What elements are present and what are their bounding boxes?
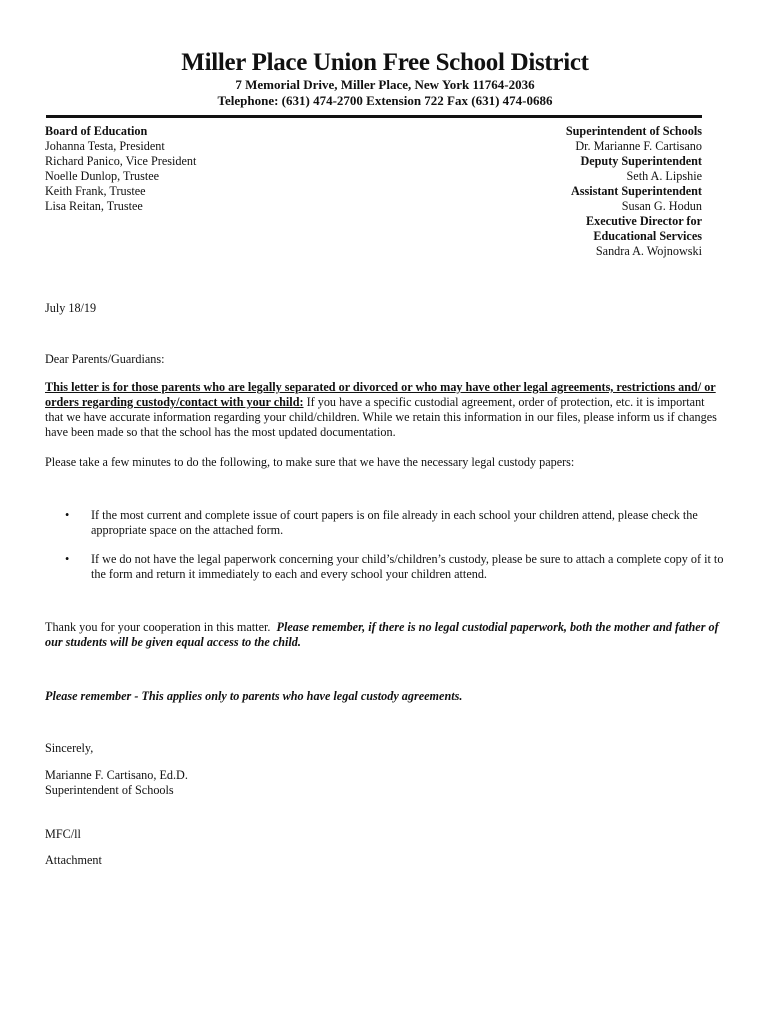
exec-director-title-line1: Executive Director for (586, 214, 702, 228)
intro-paragraph (45, 380, 725, 440)
greeting: Dear Parents/Guardians: (45, 352, 165, 366)
signature-block (45, 768, 188, 798)
board-member: Keith Frank, Trustee (45, 184, 146, 198)
signer-title: Superintendent of Schools (45, 783, 174, 797)
district-name: Miller Place Union Free School District (181, 49, 589, 76)
superintendent-name: Dr. Marianne F. Cartisano (575, 139, 702, 153)
district-address: 7 Memorial Drive, Miller Place, New York 11764-2036 (235, 77, 535, 92)
signer-name: Marianne F. Cartisano, Ed.D. (45, 768, 188, 782)
list-item (45, 508, 725, 538)
enclosure-note: Attachment (45, 853, 102, 867)
list-item-text: If we do not have the legal paperwork concerning your child’s/children’s custody, please be sure to attach a complete copy of it to the form and return it immediately to each and every school your children attend. (91, 552, 724, 581)
board-member: Noelle Dunlop, Trustee (45, 169, 160, 183)
letterhead-rule (46, 115, 702, 118)
bullet-icon: • (65, 508, 70, 522)
custody-reminder: Please remember - This applies only to parents who have legal custody agreements. (45, 689, 463, 703)
deputy-title: Deputy Superintendent (580, 154, 702, 168)
district-contact: Telephone: (631) 474-2700 Extension 722 Fax (631) 474-0686 (217, 93, 553, 108)
closing: Sincerely, (45, 741, 94, 755)
typist-initials: MFC/ll (45, 827, 81, 841)
thanks-text: Thank you for your cooperation in this matter. (45, 620, 271, 634)
list-item (45, 552, 725, 582)
thanks-paragraph (45, 620, 725, 650)
list-item-text: If the most current and complete issue of court papers is on file already in each school your children attend, please check the appropriate space on the attached form. (91, 508, 698, 537)
letter-date: July 18/19 (45, 301, 97, 315)
deputy-name: Seth A. Lipshie (626, 169, 702, 183)
assistant-title: Assistant Superintendent (570, 184, 702, 198)
board-of-education (45, 124, 196, 214)
intro-emphasis: This letter is for those parents who are legally separated or divorced or who may have other legal agreements, restrictions and/ or orders regarding custody/contact with your child: (45, 380, 716, 409)
bullet-icon: • (65, 552, 70, 566)
intro-body: If you have a specific custodial agreement, order of protection, etc. it is important that we have accurate information regarding your child/children. While we retain this information in our files, please inform us if changes have been made so that the school has the most updated documentation. (45, 395, 717, 439)
equal-access-notice: Please remember, if there is no legal custodial paperwork, both the mother and father of our students will be given equal access to the child. (45, 620, 719, 649)
superintendent-title: Superintendent of Schools (565, 124, 702, 138)
exec-director-title-line2: Educational Services (593, 229, 702, 243)
instructions-paragraph: Please take a few minutes to do the following, to make sure that we have the necessary legal custody papers: (45, 455, 575, 469)
board-member: Richard Panico, Vice President (45, 154, 197, 168)
board-member: Johanna Testa, President (45, 139, 165, 153)
board-heading: Board of Education (45, 124, 148, 138)
exec-director-name: Sandra A. Wojnowski (595, 244, 702, 258)
instruction-list (45, 508, 725, 596)
assistant-name: Susan G. Hodun (621, 199, 702, 213)
board-member: Lisa Reitan, Trustee (45, 199, 143, 213)
administration (566, 124, 702, 259)
